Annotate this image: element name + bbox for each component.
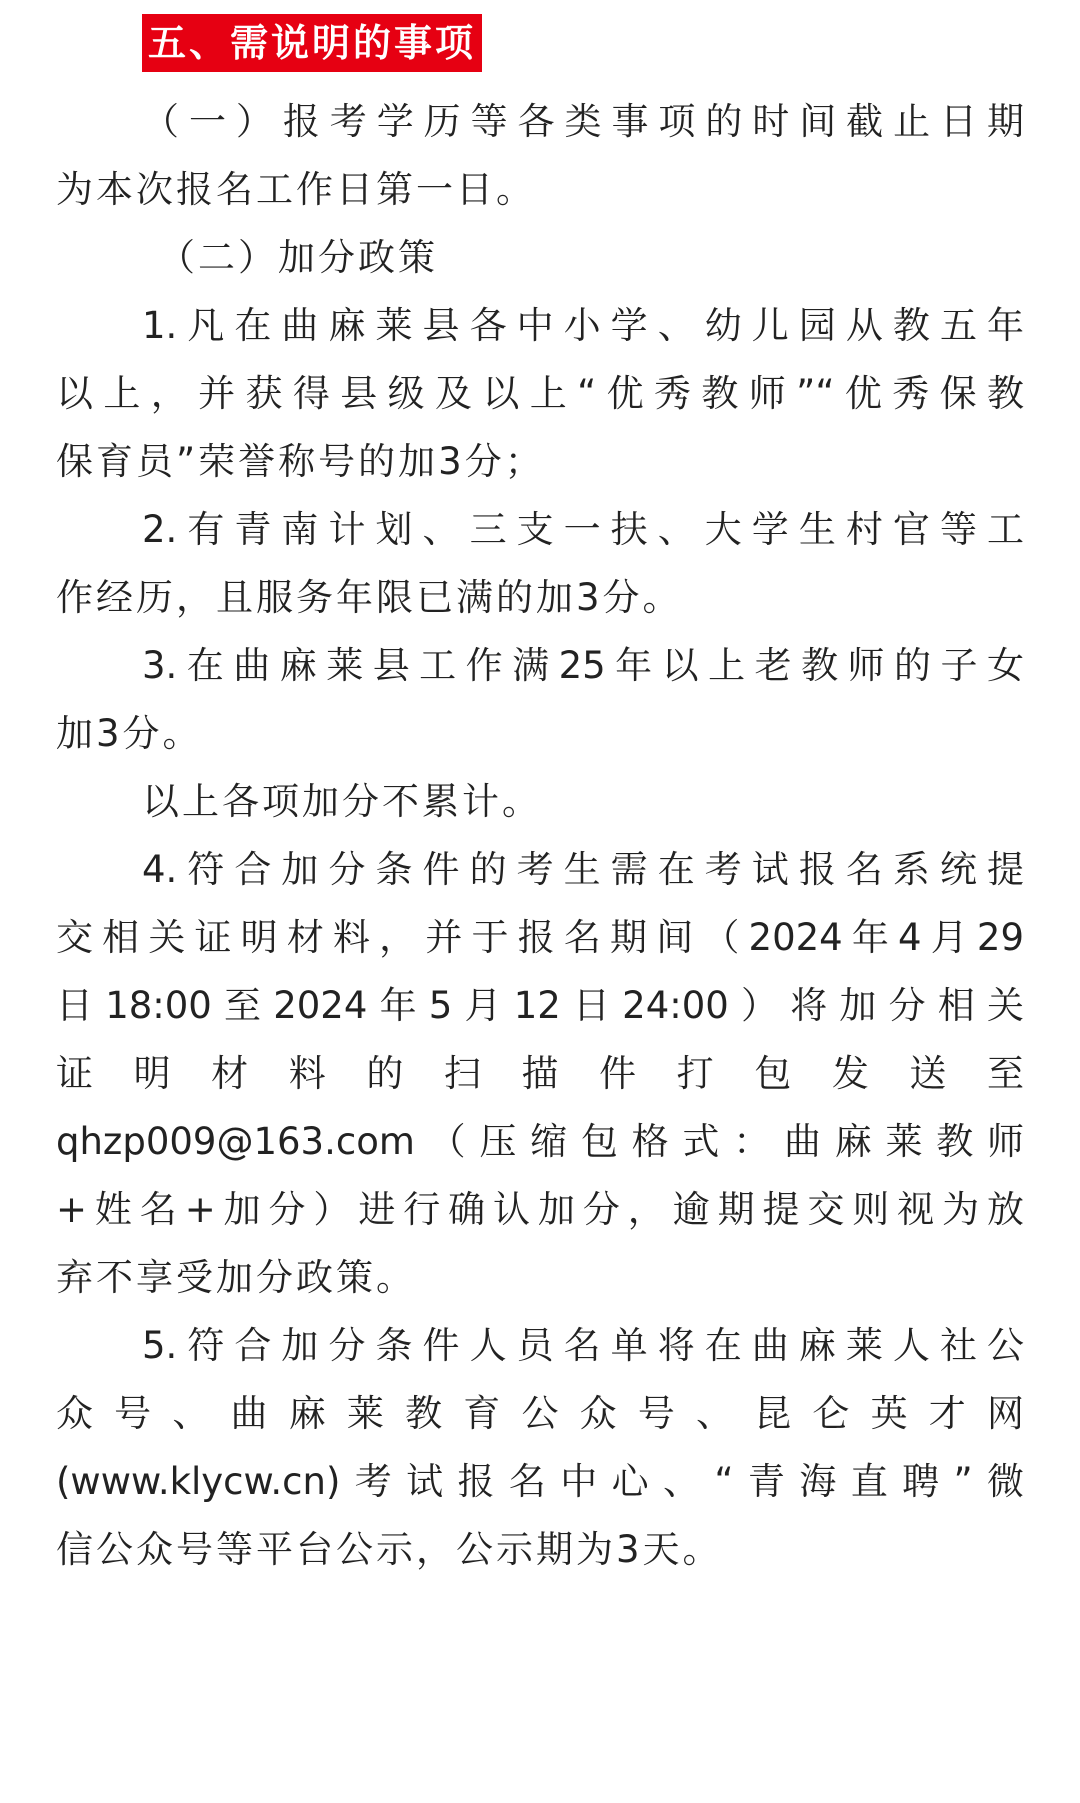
paragraph-line: qhzp009@163.com（压缩包格式：曲麻莱教师: [56, 1120, 1024, 1163]
paragraph-line: （一）报考学历等各类事项的时间截止日期: [142, 100, 1024, 143]
paragraph-line: 4.符合加分条件的考生需在考试报名系统提: [142, 848, 1024, 891]
subsection-title: （二）加分政策: [158, 236, 438, 279]
paragraph-line: 为本次报名工作日第一日。: [56, 168, 536, 211]
paragraph-line: 1.凡在曲麻莱县各中小学、幼儿园从教五年: [142, 304, 1024, 347]
paragraph-line: +姓名+加分）进行确认加分，逾期提交则视为放: [56, 1188, 1024, 1231]
paragraph-line: 以上各项加分不累计。: [142, 780, 542, 823]
paragraph-line: 3.在曲麻莱县工作满25年以上老教师的子女: [142, 644, 1024, 687]
paragraph-line: 弃不享受加分政策。: [56, 1256, 416, 1299]
paragraph-line: 日18:00至2024年5月12日24:00）将加分相关: [56, 984, 1024, 1027]
paragraph-line: 作经历，且服务年限已满的加3分。: [56, 576, 683, 619]
paragraph-line: 以上，并获得县级及以上“优秀教师”“优秀保教: [56, 372, 1024, 415]
paragraph-line: 证明材料的扫描件打包发送至: [56, 1052, 1024, 1095]
paragraph-line: 保育员”荣誉称号的加3分；: [56, 440, 545, 483]
paragraph-line: 众号、曲麻莱教育公众号、昆仑英才网: [56, 1392, 1024, 1435]
paragraph-line: 2.有青南计划、三支一扶、大学生村官等工: [142, 508, 1024, 551]
paragraph-line: (www.klycw.cn)考试报名中心、“青海直聘”微: [56, 1460, 1024, 1503]
section-heading: 五、需说明的事项: [142, 14, 482, 72]
paragraph-line: 交相关证明材料，并于报名期间（2024年4月29: [56, 916, 1024, 959]
paragraph-line: 5.符合加分条件人员名单将在曲麻莱人社公: [142, 1324, 1024, 1367]
paragraph-line: 信公众号等平台公示，公示期为3天。: [56, 1528, 723, 1571]
paragraph-line: 加3分。: [56, 712, 203, 755]
